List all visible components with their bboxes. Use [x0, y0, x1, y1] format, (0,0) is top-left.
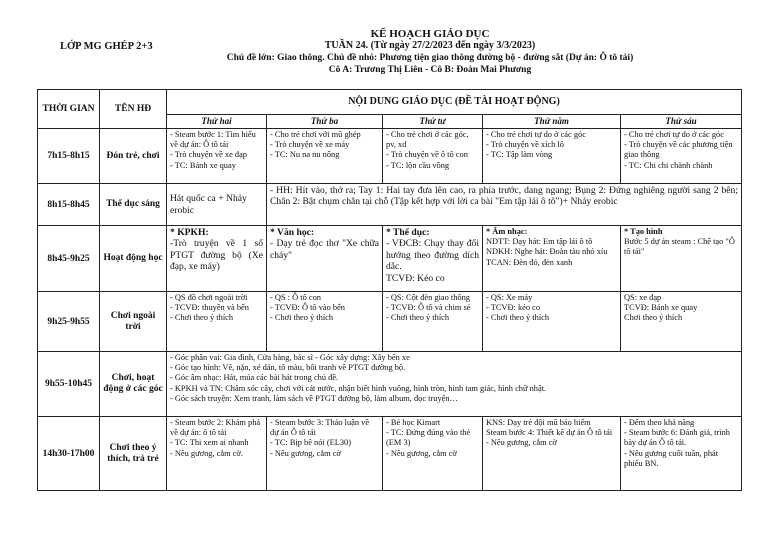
row-activity: Chơi theo ý thích, trả trẻ — [100, 417, 167, 491]
cell-monday: Hát quốc ca + Nhảy erobic — [167, 184, 267, 226]
cell-line: * Văn học: — [270, 227, 315, 238]
cell-line: - Chơi theo ý thích — [386, 313, 450, 323]
cell-line: TCVĐ: Kéo co — [386, 272, 445, 284]
cell-line: - Nêu gương, cắm cờ. — [170, 448, 243, 458]
row-time: 8h45-9h25 — [38, 226, 100, 292]
cell-line: - QS đồ chơi ngoài trời — [170, 293, 248, 302]
row-activity: Hoạt động học — [100, 226, 167, 292]
cell-line: * Âm nhạc: — [486, 227, 528, 236]
week-range: TUẦN 24. (Từ ngày 27/2/2023 đến ngày 3/3/2023) — [324, 40, 536, 51]
cell-line: NDTT: Dạy hát: Em tập lái ô tô — [486, 237, 593, 247]
cell-line: NDKH: Nghe hát: Đoàn tàu nhỏ xíu — [486, 247, 608, 257]
day-tuesday: Thứ ba — [267, 115, 383, 129]
cell-line: KNS: Dạy trẻ đội mũ bảo hiểm — [486, 418, 591, 427]
cell-line: - TCVĐ: thuyền và bến — [170, 303, 249, 313]
document-header — [150, 28, 710, 76]
cell-wednesday — [383, 129, 483, 184]
cell-line: - TC: Đứng đúng vào thẻ (EM 3) — [386, 428, 471, 448]
cell-line: Chơi theo ý thích — [624, 313, 683, 323]
cell-monday — [167, 292, 267, 352]
cell-tuesday — [267, 226, 383, 292]
cell-line: - TC: Tập làm vòng — [486, 150, 553, 160]
header-time: THỜI GIAN — [38, 90, 100, 129]
cell-friday — [621, 129, 742, 184]
cell-line: - Góc âm nhạc: Hát, múa các bài hát trong chủ đề. — [170, 373, 339, 383]
day-monday: Thứ hai — [167, 115, 267, 129]
cell-friday — [621, 417, 742, 491]
cell-line: - Đếm theo khả năng — [624, 418, 695, 427]
cell-tuesday — [267, 417, 383, 491]
cell-line: - Bé học Kimart — [386, 418, 441, 427]
cell-monday — [167, 226, 267, 292]
cell-line: * Thể dục: — [386, 227, 430, 238]
day-friday: Thứ sáu — [621, 115, 742, 129]
cell-wednesday — [383, 226, 483, 292]
cell-thursday — [483, 129, 621, 184]
cell-line: - Dạy trẻ đọc thơ "Xe chữa cháy" — [270, 238, 379, 261]
cell-line: Steam bước 4: Thiết kế dự án Ô tô tải — [486, 428, 613, 438]
cell-line: - Nêu gương, cắm cờ — [270, 448, 341, 458]
cell-line: - TC: lộn cầu vồng — [386, 160, 450, 170]
cell-line: * KPKH: — [170, 227, 209, 238]
teachers-line: Cô A: Trương Thị Liên - Cô B: Đoàn Mai Phương — [328, 65, 532, 75]
cell-wednesday — [383, 292, 483, 352]
cell-line: - Steam bước 3: Thảo luận về dự án Ô tô tải — [270, 418, 370, 438]
table-row — [38, 129, 742, 184]
cell-tuesday — [267, 292, 383, 352]
row-time: 9h25-9h55 — [38, 292, 100, 352]
cell-line: - TCVĐ: Ô tô và chim sẻ — [386, 303, 471, 313]
row-activity: Thể dục sáng — [100, 184, 167, 226]
row-activity: Chơi, hoạt động ở các góc — [100, 352, 167, 417]
cell-line: - Chơi theo ý thích — [270, 313, 334, 323]
cell-line: - QS : Ô tô con — [270, 293, 321, 302]
cell-line: - QS: Cột đèn giao thông — [386, 293, 470, 302]
cell-line: - Trò chuyện về ô tô con — [386, 150, 468, 160]
cell-thursday — [483, 292, 621, 352]
day-wednesday: Thứ tư — [383, 115, 483, 129]
theme-line: Chủ đề lớn: Giao thông. Chủ đề nhỏ: Phương tiện giao thông đường bộ - đường sắt (Dự án: Ô tô tải) — [226, 53, 634, 63]
header-content: NỘI DUNG GIÁO DỤC (ĐỀ TÀI HOẠT ĐỘNG) — [167, 90, 742, 115]
cell-line: - QS: Xe máy — [486, 293, 533, 302]
cell-line: QS: xe đạp — [624, 293, 662, 302]
cell-line: - Cho trẻ chơi tự do ở các góc — [486, 130, 586, 139]
schedule-table — [37, 89, 742, 491]
cell-line: - Góc sách truyện: Xem tranh, làm sách về PTGT đường bộ, làm album, đọc truyện… — [170, 393, 458, 403]
cell-line: - TC: Bịp bê nói (EL30) — [270, 438, 352, 448]
day-thursday: Thứ năm — [483, 115, 621, 129]
cell-line: - TCVĐ: Ô tô vào bến — [270, 303, 345, 313]
cell-line: - TC: Chi chi chành chành — [624, 160, 713, 170]
cell-line: - Góc phân vai: Gia đình, Cửa hàng, bác sĩ - Góc xây dựng: Xây bến xe — [170, 353, 410, 362]
table-row — [38, 352, 742, 417]
cell-line: - Steam bước 2: Khám phá về dự án: ô tô tải — [170, 418, 261, 438]
cell-line: - Steam bước 6: Đánh giá, trình bày dự án Ô tô tải. — [624, 428, 730, 448]
cell-line: - Trò chuyện về các phương tiện giao thông — [624, 140, 733, 160]
cell-line: - Trò chuyện về xe máy — [270, 140, 350, 150]
row-time: 9h55-10h45 — [38, 352, 100, 417]
cell-line: Bước 5 dự án steam : Chế tạo "Ô tô tải" — [624, 237, 735, 257]
cell-line: - Nêu gương cuối tuần, phát phiếu BN. — [624, 448, 719, 468]
class-name: LỚP MG GHÉP 2+3 — [60, 41, 153, 52]
cell-line: - Trò chuyện về xe đạp — [170, 150, 247, 160]
table-row — [38, 417, 742, 491]
cell-line: - Steam bước 1: Tìm hiểu về dự án: Ô tô tải — [170, 130, 256, 150]
cell-line: - Nêu gương, cắm cờ — [486, 438, 557, 448]
cell-friday — [621, 292, 742, 352]
cell-line: * Tạo hình — [624, 227, 663, 236]
header-activity: TÊN HĐ — [100, 90, 167, 129]
cell-line: - Nêu gương, cắm cờ — [386, 448, 457, 458]
cell-line: - TC: Nu na nu nống — [270, 150, 340, 160]
cell-line: - Trò chuyện về xích lô — [486, 140, 564, 150]
cell-wednesday — [383, 417, 483, 491]
cell-line: - VĐCB: Chạy thay đổi hướng theo đường dích dắc. — [386, 238, 479, 273]
cell-line: TCAN: Đèn đỏ, đèn xanh — [486, 257, 573, 267]
cell-monday — [167, 129, 267, 184]
cell-line: - Cho trẻ chơi tự do ở các góc — [624, 130, 724, 139]
cell-line: TCVĐ: Bánh xe quay — [624, 303, 698, 313]
cell-line: - TC: Bánh xe quay — [170, 160, 236, 170]
cell-line: - KPKH và TN: Chăm sóc cây, chơi với cát nước, nhận biết hình vuông, hình tròn, hình tam giác, hình chữ nhật. — [170, 383, 547, 393]
cell-line: - Chơi theo ý thích — [486, 313, 550, 323]
cell-line: - Cho trẻ chơi ở các góc, pv, xd — [386, 130, 469, 150]
corner-activities-cell — [167, 352, 742, 417]
table-row — [38, 184, 742, 226]
table-row — [38, 292, 742, 352]
cell-tuesday — [267, 129, 383, 184]
row-time: 14h30-17h00 — [38, 417, 100, 491]
row-activity: Chơi ngoài trời — [100, 292, 167, 352]
row-activity: Đón trẻ, chơi — [100, 129, 167, 184]
cell-friday — [621, 226, 742, 292]
cell-thursday — [483, 226, 621, 292]
cell-thursday — [483, 417, 621, 491]
table-row — [38, 226, 742, 292]
cell-line: - TC: Thi xem ai nhanh — [170, 438, 249, 448]
cell-line: - Góc tạo hình: Vẽ, nặn, xé dán, tô màu, bôi tranh về PTGT đường bộ. — [170, 363, 406, 373]
cell-line: - Chơi theo ý thích — [170, 313, 234, 323]
cell-tuesday-to-friday: - HH: Hít vào, thở ra; Tay 1: Hai tay đưa lên cao, ra phía trước, dang ngang; Bụng 2: Đứng nghiêng người sang 2 bên; Chân 2: Bật chụm chân tại chỗ (Tập kết hợp với lời ca bài "Em tập lái ô tô")+ Nhảy erobic — [267, 184, 742, 226]
cell-line: - TCVĐ: kéo co — [486, 303, 541, 313]
cell-line: -Trò truyện về 1 số PTGT đường bộ (Xe đạp, xe máy) — [170, 238, 263, 273]
cell-line: - Cho trẻ chơi với mũ ghép — [270, 130, 361, 139]
document-title: KẾ HOẠCH GIÁO DỤC — [370, 28, 490, 40]
cell-monday — [167, 417, 267, 491]
row-time: 7h15-8h15 — [38, 129, 100, 184]
row-time: 8h15-8h45 — [38, 184, 100, 226]
